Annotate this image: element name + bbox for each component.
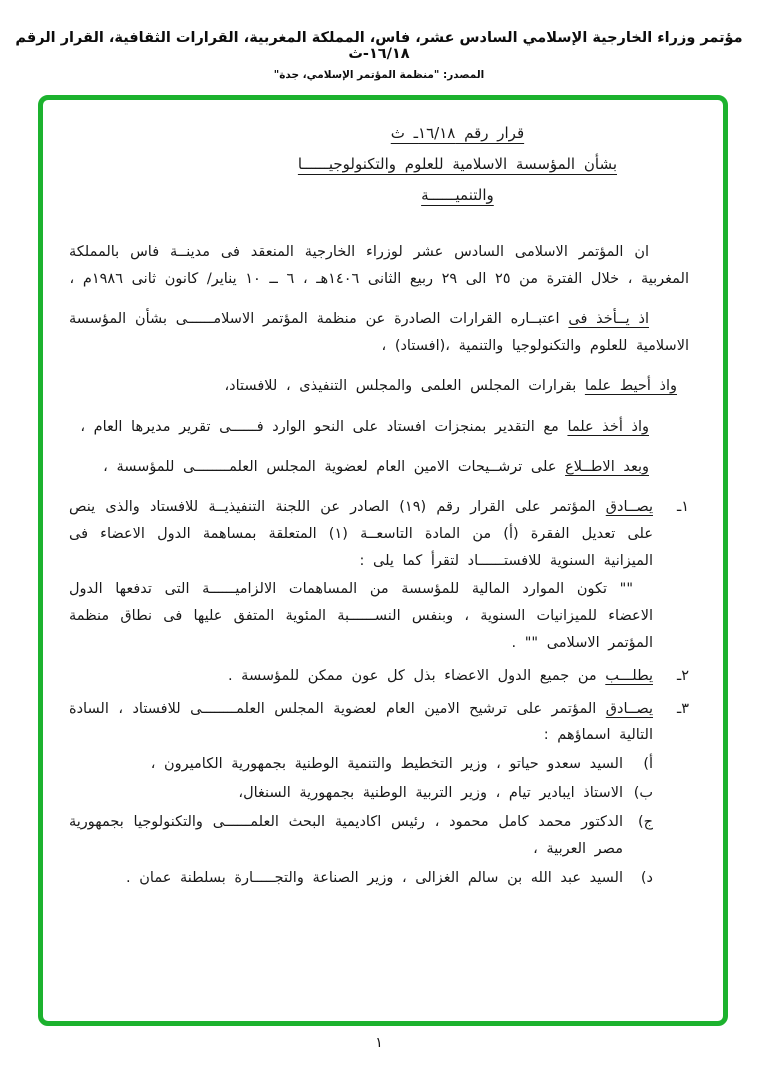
document-header — [0, 30, 758, 81]
scanned-document — [43, 100, 723, 891]
subitem-d — [69, 865, 653, 892]
preamble-text: ان المؤتمر الاسلامى السادس عشر لوزراء الخارجية المنعقد فى مدينــة فاس بالمملكة المغربية ، خلال الفترة من ٢٥ الى ٢٩ ربيع الثانى ١٤٠٦هـ ، ٦ ــ ١٠ يناير/ كانون ثانى ١٩٨٦م ، — [69, 244, 689, 288]
item-2-number: ٢ـ — [676, 667, 689, 684]
subitem-a-label: أ) — [643, 756, 653, 773]
item-1-number: ١ـ — [676, 498, 689, 515]
resolution-number-line: قرار رقم ١٦/١٨ـ ث — [390, 124, 525, 142]
item-3-text: المؤتمر على ترشيح الامين العام لعضوية المجلس العلمــــــــى للافستاد ، السادة التالية اسماؤهم : — [69, 700, 653, 744]
subitem-c-text: الدكتور محمد كامل محمود ، رئيس اكاديمية البحث العلمــــــى والتكنولوجيا بجمهورية مصر العربية ، — [69, 813, 623, 857]
item-3-lead: يصــادق — [605, 700, 653, 717]
subitem-b-label: ب) — [633, 785, 653, 802]
resolution-subject-line2: والتنميــــــة — [421, 185, 494, 204]
numbered-item-3 — [69, 696, 689, 892]
clause-2-text: بقرارات المجلس العلمى والمجلس التنفيذى ، للافستاد، — [224, 377, 585, 394]
clause-paragraph-4 — [69, 454, 689, 481]
quoted-amendment: "" تكون الموارد المالية للمؤسسة من المساهمات الالزاميــــــة التى تدفعها الدول الاعضاء للميزانيات السنوية ، وبنفس النســــــبة المئوية المتفق عليها فى نطاق منظمة المؤتمر الاسلامى "" . — [69, 581, 653, 651]
preamble-paragraph — [69, 239, 689, 293]
resolution-subject-line: بشأن المؤسسة الاسلامية للعلوم والتكنولوجيــــــا — [297, 154, 617, 173]
resolution-title — [298, 120, 617, 209]
subitem-c — [69, 809, 653, 863]
numbered-item-1 — [69, 494, 689, 657]
green-frame — [38, 95, 728, 1026]
subitem-d-text: السيد عبد الله بن سالم الغزالى ، وزير الصناعة والتجـــــارة بسلطنة عمان . — [126, 869, 623, 886]
item-2-body — [69, 663, 653, 690]
clause-2-lead: واذ أحيط علما — [584, 377, 677, 394]
item-1-text: المؤتمر على القرار رقم (١٩) الصادر عن اللجنة التنفيذيــة للافستاد والذى ينص على تعديل الفقرة (أ) من المادة التاسعــة (١) المتعلقة بمساهمة الدول الاعضاء فى الميزانية السنوية للافستــــــاد لتقرأ كما يلى : — [69, 498, 653, 569]
subitem-b — [69, 780, 653, 807]
subitem-a — [69, 751, 653, 778]
clause-paragraph-3 — [69, 414, 689, 441]
numbered-item-2 — [69, 663, 689, 690]
clause-3-text: مع التقدير بمنجزات افستاد على النحو الوارد فــــــى تقرير مديرها العام ، — [80, 419, 568, 436]
item-2-lead: يطلـــب — [605, 667, 653, 684]
item-3-body — [69, 696, 653, 892]
clause-1-lead: اذ يــأخذ فى — [568, 310, 649, 327]
clause-paragraph-1 — [69, 306, 689, 360]
clause-1-text: اعتبــاره القرارات الصادرة عن منظمة المؤتمر الاسلامــــــى بشأن المؤسسة الاسلامية للعلوم والتكنولوجيا والتنمية ،(افستاد) ، — [69, 310, 689, 354]
clause-4-text: على ترشــيحات الامين العام لعضوية المجلس العلمــــــــى للمؤسسة ، — [103, 459, 566, 476]
header-title: مؤتمر وزراء الخارجية الإسلامي السادس عشر، فاس، المملكة المغربية، القرارات الثقافية، القرار الرقم ١٦/١٨-ث — [15, 30, 743, 62]
page-number: ١ — [375, 1035, 383, 1051]
header-source: المصدر: "منظمة المؤتمر الإسلامي، جدة" — [273, 69, 485, 81]
clause-paragraph-2 — [69, 373, 689, 400]
item-3-number: ٣ـ — [676, 700, 689, 717]
subitem-b-text: الاستاذ ايبادير تيام ، وزير التربية الوطنية بجمهورية السنغال، — [238, 785, 623, 802]
clause-3-lead: واذ أخذ علما — [567, 419, 649, 436]
clause-4-lead: وبعد الاطــلاع — [565, 459, 649, 476]
item-2-text: من جميع الدول الاعضاء بذل كل عون ممكن للمؤسسة . — [227, 667, 606, 684]
item-1-lead: يصــادق — [605, 498, 653, 515]
subitem-c-label: ج) — [637, 813, 653, 830]
subitem-a-text: السيد سعدو حياتو ، وزير التخطيط والتنمية الوطنية بجمهورية الكاميرون ، — [150, 756, 623, 773]
item-1-body — [69, 494, 653, 657]
subitem-d-label: د) — [640, 869, 653, 886]
